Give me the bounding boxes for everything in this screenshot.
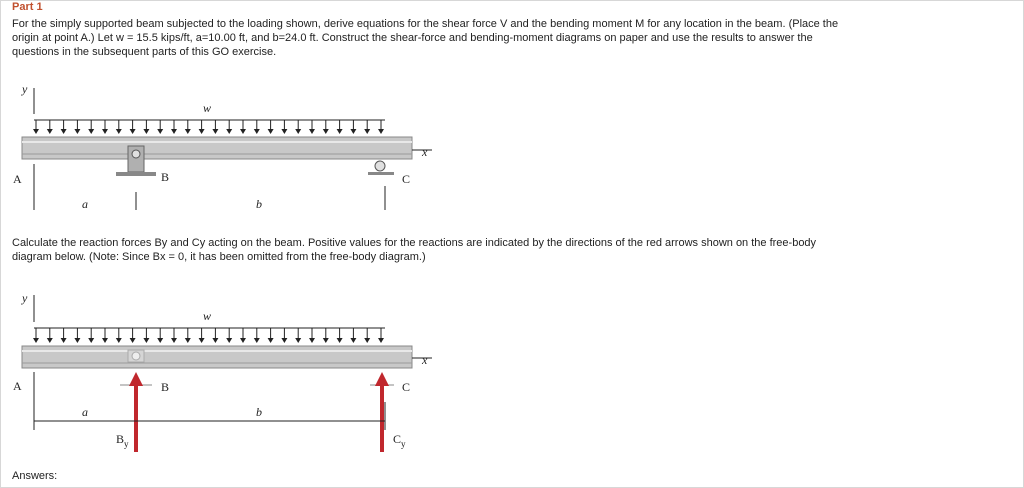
load-label: w (203, 101, 212, 115)
reaction-line-2: diagram below. (Note: Since Bx = 0, it has been omitted from the free-body diagram.) (12, 251, 426, 263)
load-arrow-head (364, 129, 370, 134)
point-c-label: C (402, 172, 411, 186)
fbd-x-axis-label: x (422, 353, 428, 367)
load-arrow-head (33, 338, 39, 343)
load-arrow-head (226, 338, 232, 343)
load-arrow-head (295, 129, 301, 134)
load-arrow-head (337, 129, 343, 134)
load-arrow-head (130, 338, 136, 343)
load-arrow-head (171, 129, 177, 134)
load-arrow-head (116, 338, 122, 343)
load-arrow-head (116, 129, 122, 134)
load-arrow-head (337, 338, 343, 343)
load-arrow-head (254, 129, 260, 134)
beam-loading-diagram (0, 80, 460, 210)
load-arrow-head (88, 129, 94, 134)
point-b-label: B (161, 170, 170, 184)
load-arrow-head (268, 129, 274, 134)
problem-line-3: questions in the subsequent parts of this GO exercise. (12, 46, 277, 58)
reaction-by-label: $B_y$ (116, 432, 129, 449)
load-arrow-head (240, 129, 246, 134)
load-arrow-head (74, 129, 80, 134)
load-arrow-head (171, 338, 177, 343)
answers-label: Answers: (12, 470, 58, 482)
load-arrow-head (102, 129, 108, 134)
load-arrow-head (323, 338, 329, 343)
load-arrow-head (350, 129, 356, 134)
load-arrow-head (323, 129, 329, 134)
load-arrow-head (199, 129, 205, 134)
load-arrow-head (88, 338, 94, 343)
load-arrow-head (199, 338, 205, 343)
load-arrow-head (61, 338, 67, 343)
fbd-point-b-label: B (161, 380, 170, 394)
load-arrow-head (309, 129, 315, 134)
fbd-distributed-load-arrows (33, 328, 384, 343)
load-arrow-head (350, 338, 356, 343)
load-arrow-head (281, 129, 287, 134)
problem-statement (12, 17, 1012, 59)
y-axis-label: y (22, 82, 28, 96)
load-arrow-head (212, 129, 218, 134)
load-arrow-head (157, 338, 163, 343)
roller-support-c (368, 161, 394, 175)
fbd-dimension-a-label: a (82, 405, 88, 419)
load-arrow-head (185, 129, 191, 134)
free-body-diagram (0, 290, 460, 460)
fbd-y-axis-label: y (22, 291, 28, 305)
load-arrow-head (268, 338, 274, 343)
fbd-dimension-b-label: b (256, 405, 262, 419)
load-arrow-head (378, 129, 384, 134)
load-arrow-head (130, 129, 136, 134)
point-a-label: A (13, 172, 22, 186)
reaction-cy-label: $C_y$ (393, 432, 406, 449)
fbd-load-label: w (203, 309, 212, 323)
load-arrow-head (74, 338, 80, 343)
load-arrow-head (295, 338, 301, 343)
problem-line-1: For the simply supported beam subjected to the loading shown, derive equations for the shear force V and the bending moment M for any location in the beam. (Place the (12, 18, 839, 30)
reaction-prompt (12, 236, 1012, 264)
fbd-point-c-label: C (402, 380, 411, 394)
fbd-point-a-label: A (13, 379, 22, 393)
load-arrow-head (47, 338, 53, 343)
load-arrow-head (240, 338, 246, 343)
load-arrow-head (364, 338, 370, 343)
load-arrow-head (309, 338, 315, 343)
load-arrow-head (212, 338, 218, 343)
load-arrow-head (157, 129, 163, 134)
load-arrow-head (185, 338, 191, 343)
load-arrow-head (143, 338, 149, 343)
load-arrow-head (281, 338, 287, 343)
beam (22, 137, 412, 159)
load-arrow-head (378, 338, 384, 343)
reaction-arrow-cy (370, 372, 394, 452)
reaction-line-1: Calculate the reaction forces By and Cy acting on the beam. Positive values for the reactions are indicated by the directions of the red arrows shown on the free-body (12, 237, 817, 249)
problem-line-2: origin at point A.) Let w = 15.5 kips/ft, a=10.00 ft, and b=24.0 ft. Construct the shear-force and bending-moment diagrams on paper and use the results to answer the (12, 32, 813, 44)
load-arrow-head (61, 129, 67, 134)
load-arrow-head (254, 338, 260, 343)
x-axis-label: x (422, 145, 428, 159)
load-arrow-head (47, 129, 53, 134)
load-arrow-head (33, 129, 39, 134)
fbd-beam (22, 346, 412, 368)
load-arrow-head (102, 338, 108, 343)
load-arrow-head (143, 129, 149, 134)
distributed-load-arrows (33, 120, 384, 134)
part-title: Part 1 (12, 1, 43, 13)
load-arrow-head (226, 129, 232, 134)
dimension-a-label: a (82, 197, 88, 210)
dimension-b-label: b (256, 197, 262, 210)
